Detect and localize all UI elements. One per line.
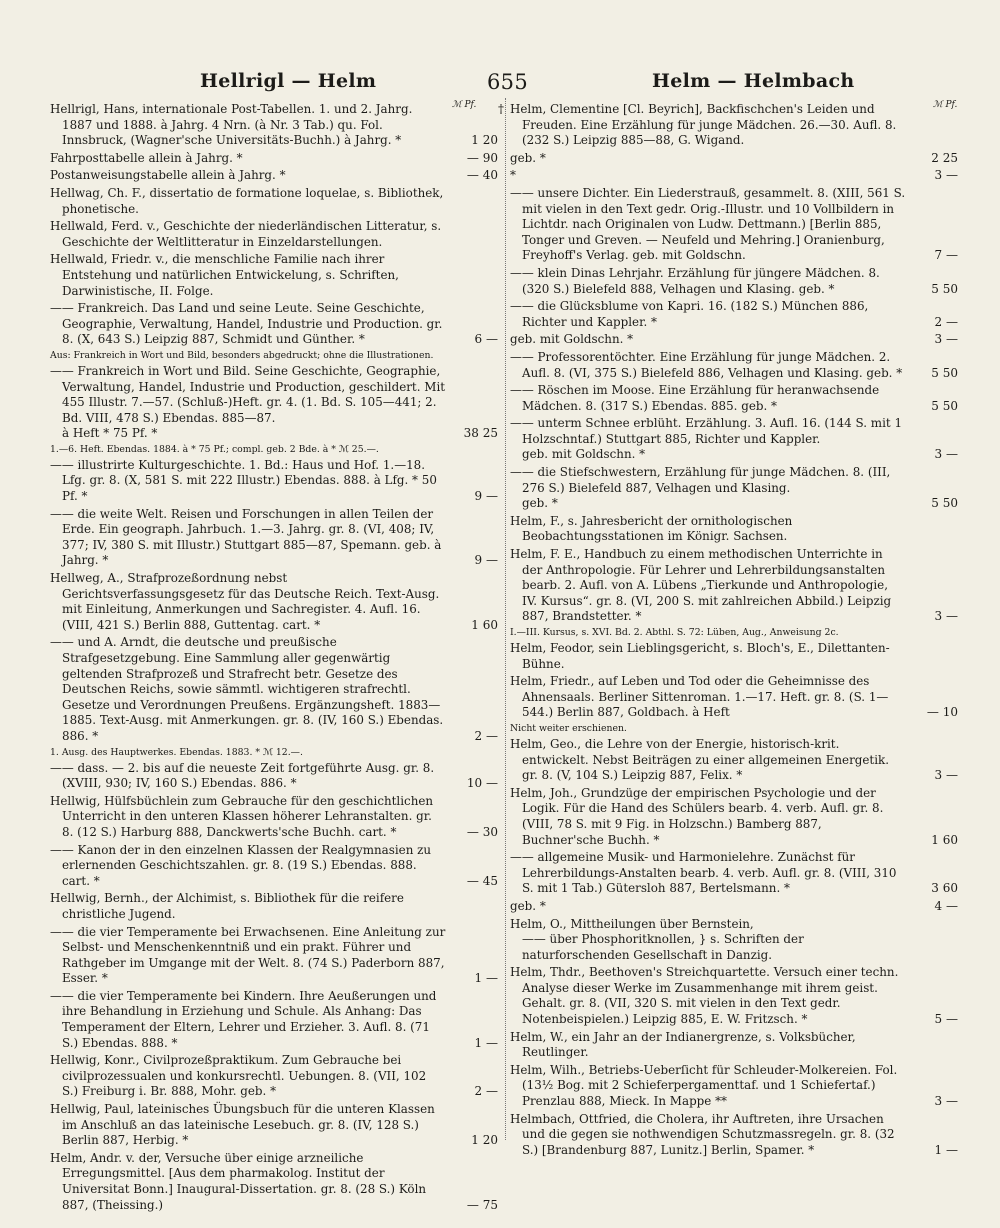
catalog-entry — [50, 925, 498, 987]
running-head-right: Helm — Helmbach — [652, 70, 855, 92]
entry-price: 3 — — [934, 332, 958, 347]
left-column — [50, 102, 498, 1215]
catalog-entry — [510, 850, 958, 897]
entry-price: 3 — — [934, 768, 958, 783]
catalog-entry — [510, 266, 958, 297]
catalog-entry — [50, 989, 498, 1051]
catalog-entry — [510, 737, 958, 784]
entry-price: 2 — — [934, 314, 958, 329]
entry-text: Helm, Clementine [Cl. Beyrich], Backfischchen's Leiden und Freuden. Eine Erzählung für junge Mädchen. 26.—30. Aufl. 8. (232 S.) Leipzig 885—88, G. Wigand. — [510, 102, 897, 148]
currency-unit-left: ℳ Pf. — [452, 100, 477, 110]
entry-price: — 75 — [466, 1197, 498, 1212]
catalog-entry — [510, 383, 958, 414]
entry-price: 1 60 — [471, 617, 498, 632]
entry-price: 9 — — [474, 489, 498, 504]
entry-text: Helm, Joh., Grundzüge der empirischen Psychologie und der Logik. Für die Hand des Schülers bearb. 4. verb. Aufl. gr. 8. (VIII, 78 S. mit 9 Fig. in Holzschn.) Bamberg 887, Buchner'sche Buchh. * — [510, 785, 884, 847]
entry-price: 5 50 — [931, 496, 958, 511]
entry-price: 1 20 — [471, 1133, 498, 1148]
entry-text: Helm, Feodor, sein Lieblingsgericht, s. Bloch's, E., Dilettanten-Bühne. — [510, 641, 890, 671]
catalog-entry — [510, 151, 958, 167]
entry-price: — 90 — [466, 150, 498, 165]
catalog-entry — [50, 507, 498, 569]
entry-price: — 45 — [466, 873, 498, 888]
entry-text: —— Kanon der in den einzelnen Klassen der Realgymnasien zu erlernenden Geschichtszahlen. gr. 8. (19 S.) Ebendas. 888. cart. * — [50, 842, 432, 888]
entry-price: 5 50 — [931, 365, 958, 380]
entry-note — [50, 444, 498, 456]
entry-text: Hellwig, Konr., Civilprozeßpraktikum. Zum Gebrauche bei civilprozessualen und konkursrechtl. Uebungen. 8. (VII, 102 S.) Freiburg i. Br. 888, Mohr. geb. * — [50, 1053, 427, 1099]
entry-text: Helm, F. E., Handbuch zu einem methodischen Unterrichte in der Anthropologie. Für Lehrer und Lehrerbildungsanstalten bearb. 2. Aufl. von A. Lübens „Tierkunde und Anthropologie, IV. Kursus“. gr. 8. (VI, 200 S. mit zahlreichen Abbild.) Leipzig 887, Brandstetter. * — [510, 547, 892, 624]
entry-price: 2 — — [474, 1084, 498, 1099]
catalog-entry — [510, 899, 958, 915]
entry-text: —— Frankreich in Wort und Bild. Seine Geschichte, Geographie, Verwaltung, Handel, Industrie und Production, geschildert. Mit 455 Illustr. 7.—57. (Schluß-)Heft. gr. 4. (1. Bd. S. 105—441; 2. Bd. VIII, 478 S.) Ebendas. 885—87. à Heft * 75 Pf. * — [50, 363, 446, 441]
catalog-entry — [50, 635, 498, 744]
entry-text: Hellwig, Bernh., der Alchimist, s. Bibliothek für die reifere christliche Jugend. — [50, 891, 404, 921]
catalog-entry — [510, 674, 958, 721]
entry-text: —— klein Dinas Lehrjahr. Erzählung für jüngere Mädchen. 8. (320 S.) Bielefeld 888, Velhagen und Klasing. geb. * — [510, 265, 880, 296]
entry-text: geb. * — [510, 150, 546, 165]
entry-note-text: Aus: Frankreich in Wort und Bild, besonders abgedruckt; ohne die Illustrationen. — [50, 349, 434, 361]
catalog-entry — [50, 1053, 498, 1100]
column-divider — [505, 98, 507, 1140]
entry-price: 1 — — [934, 1142, 958, 1157]
catalog-entry — [50, 151, 498, 167]
entry-note-text: 1. Ausg. des Hauptwerkes. Ebendas. 1883. * ℳ 12.—. — [50, 746, 303, 758]
entry-text: Helm, Friedr., auf Leben und Tod oder die Geheimnisse des Ahnensaals. Berliner Sittenroman. 1.—17. Heft. gr. 8. (S. 1—544.) Berlin 887, Goldbach. à Heft — [510, 674, 889, 720]
dagger-mark: † — [498, 102, 504, 116]
catalog-entry — [50, 1151, 498, 1213]
catalog-entry — [50, 458, 498, 505]
entry-text: Helm, Andr. v. der, Versuche über einige arzneiliche Erregungsmittel. [Aus dem pharmakolog. Institut der Universitat Bonn.] Inaugural-Dissertation. gr. 8. (28 S.) Köln 887, (Theissing.) — [50, 1150, 427, 1212]
catalog-entry — [50, 1102, 498, 1149]
entry-text: —— und A. Arndt, die deutsche und preußische Strafgesetzgebung. Eine Sammlung aller gegenwärtig geltenden Strafprozeß und Strafrecht betr. Gesetze des Deutschen Reichs, sowie sämmtl. wichtigeren strafrechtl. Gesetze und Verordnungen Preußens. Ergänzungsheft. 1883—1885. Text-Ausg. mit Anmerkungen. gr. 8. (IV, 160 S.) Ebendas. 886. * — [50, 635, 444, 743]
entry-note-text: I.—III. Kursus, s. XVI. Bd. 2. Abthl. S. 72: Lüben, Aug., Anweisung 2c. — [510, 627, 839, 638]
catalog-entry — [510, 416, 958, 463]
entry-text: —— unsere Dichter. Ein Liederstrauß, gesammelt. 8. (XIII, 561 S. mit vielen in den Text gedr. Orig.-Illustr. und 10 Vollbildern in Lichtdr. nach Originalen von Ludw. Dettmann.) [Berlin 885, Tonger und Greven. — Neufeld und Mehring.] Oranienburg, Freyhoff's Verlag. geb. mit Goldschn. — [510, 185, 906, 263]
entry-price: 1 — — [474, 971, 498, 986]
currency-unit-right: ℳ Pf. — [933, 100, 958, 110]
entry-text: Hellweg, A., Strafprozeßordnung nebst Gerichtsverfassungsgesetz für das Deutsche Reich. Text-Ausg. mit Einleitung, Anmerkungen und Sachregister. 4. Aufl. 16. (VIII, 421 S.) Berlin 888, Guttentag. cart. * — [50, 571, 440, 632]
entry-text: Helm, F., s. Jahresbericht der ornithologischen Beobachtungsstationen im Königr. Sachsen. — [510, 513, 793, 544]
catalog-entry — [510, 786, 958, 848]
entry-price: 4 — — [934, 898, 958, 913]
catalog-entry — [498, 102, 958, 149]
entry-price: 2 25 — [931, 150, 958, 165]
entry-price: 5 — — [934, 1012, 958, 1027]
catalog-entry — [510, 547, 958, 625]
entry-text: —— illustrirte Kulturgeschichte. 1. Bd.: Haus und Hof. 1.—18. Lfg. gr. 8. (X, 581 S. mit 222 Illustr.) Ebendas. 888. à Lfg. * 50 Pf. * — [50, 457, 437, 504]
entry-text: Hellwald, Friedr. v., die menschliche Familie nach ihrer Entstehung und natürlichen Entwickelung, s. Schriften, Darwinistische, II. Folge. — [50, 252, 399, 298]
catalog-entry — [510, 465, 958, 512]
catalog-entry — [510, 965, 958, 1027]
catalog-entry — [510, 1063, 958, 1110]
entry-text: Hellwig, Paul, lateinisches Übungsbuch für die unteren Klassen im Anschluß an das lateinische Lesebuch. gr. 8. (IV, 128 S.) Berlin 887, Herbig. * — [50, 1102, 435, 1148]
entry-text: Hellwag, Ch. F., dissertatio de formatione loquelae, s. Bibliothek, phonetische. — [50, 185, 444, 216]
entry-text: —— die vier Temperamente bei Kindern. Ihre Aeußerungen und ihre Behandlung in Erziehung und Schule. Als Anhang: Das Temperament der Eltern, Lehrer und Erzieher. 3. Aufl. 8. (71 S.) Ebendas. 888. * — [50, 988, 437, 1050]
entry-note-text: 1.—6. Heft. Ebendas. 1884. à * 75 Pf.; compl. geb. 2 Bde. à * ℳ 25.—. — [50, 443, 379, 455]
catalog-entry — [510, 917, 958, 964]
catalog-entry — [50, 843, 498, 890]
entry-text: Helm, O., Mittheilungen über Bernstein, —— über Phosphoritknollen, } s. Schriften der naturforschenden Gesellschaft in Danzig. — [510, 916, 804, 962]
catalog-entry — [50, 219, 498, 250]
entry-price: 10 — — [466, 776, 498, 791]
entry-text: —— die Glücksblume von Kapri. 16. (182 S.) München 886, Richter und Kappler. * — [510, 299, 869, 329]
entry-price: 1 — — [474, 1035, 498, 1050]
entry-price: — 10 — [926, 705, 958, 720]
running-head-left: Hellrigl — Helm — [200, 70, 377, 92]
entry-note-text: Nicht weiter erschienen. — [510, 722, 627, 734]
entry-price: 7 — — [934, 248, 958, 263]
catalog-entry — [510, 641, 958, 672]
right-column — [498, 102, 958, 1160]
entry-text: —— dass. — 2. bis auf die neueste Zeit fortgeführte Ausg. gr. 8. (XVIII, 930; IV, 160 S.) Ebendas. 886. * — [50, 760, 435, 791]
entry-text: Fahrposttabelle allein à Jahrg. * — [50, 150, 243, 165]
catalog-entry — [50, 571, 498, 633]
entry-text: —— Professorentöchter. Eine Erzählung für junge Mädchen. 2. Aufl. 8. (VI, 375 S.) Bielefeld 886, Velhagen und Klasing. geb. * — [510, 349, 903, 380]
catalog-entry — [50, 102, 498, 149]
entry-text: Hellwig, Hülfsbüchlein zum Gebrauche für den geschichtlichen Unterricht in den unteren Klassen höherer Lehranstalten. gr. 8. (12 S.) Harburg 888, Danckwerts'sche Buchh. cart. * — [50, 793, 434, 839]
entry-price: 3 — — [934, 609, 958, 624]
entry-text: —— allgemeine Musik- und Harmonielehre. Zunächst für Lehrerbildungs-Anstalten bearb. 4. verb. Aufl. gr. 8. (VIII, 310 S. mit 1 Tab.) Gütersloh 887, Bertelsmann. * — [510, 850, 897, 896]
entry-text: Helm, Thdr., Beethoven's Streichquartette. Versuch einer techn. Analyse dieser Werke im Zusammenhange mit ihrem geist. Gehalt. gr. 8. (VII, 320 S. mit vielen in den Text gedr. Notenbeispielen.) Leipzig 885, E. W. Fritzsch. * — [510, 965, 899, 1027]
catalog-entry — [50, 186, 498, 217]
entry-text: —— die weite Welt. Reisen und Forschungen in allen Teilen der Erde. Ein geograph. Jahrbuch. 1.—3. Jahrg. gr. 8. (VI, 408; IV, 377; IV, 380 S. mit Illustr.) Stuttgart 885—87, Spemann. geb. à Jahrg. * — [50, 506, 442, 568]
catalog-entry — [50, 364, 498, 442]
entry-price: 3 — — [934, 1094, 958, 1109]
entry-price: 38 25 — [463, 426, 498, 441]
entry-price: 3 — — [934, 447, 958, 462]
entry-note — [50, 747, 498, 759]
entry-price: — 40 — [466, 168, 498, 183]
entry-price: 1 20 — [471, 133, 498, 148]
entry-text: Helmbach, Ottfried, die Cholera, ihr Auftreten, ihre Ursachen und die gegen sie nothwendigen Schutzmassregeln. gr. 8. (32 S.) [Brandenburg 887, Lunitz.] Berlin, Spamer. * — [510, 1111, 895, 1157]
entry-text: geb. mit Goldschn. * — [510, 332, 634, 347]
catalog-entry — [50, 252, 498, 299]
entry-note — [510, 723, 958, 735]
entry-text: Hellwald, Ferd. v., Geschichte der niederländischen Litteratur, s. Geschichte der Weltlitteratur in Einzeldarstellungen. — [50, 219, 442, 249]
entry-text: —— Frankreich. Das Land und seine Leute. Seine Geschichte, Geographie, Verwaltung, Handel, Industrie und Production. gr. 8. (X, 643 S.) Leipzig 887, Schmidt und Günther. * — [50, 301, 443, 347]
catalog-entry — [510, 1112, 958, 1159]
catalog-entry — [510, 514, 958, 545]
catalog-entry — [510, 186, 958, 264]
catalog-entry — [50, 891, 498, 922]
catalog-entry — [50, 301, 498, 348]
entry-price: 1 60 — [931, 832, 958, 847]
entry-text: Helm, Wilh., Betriebs-Ueberſicht für Schleuder-Molkereien. Fol. (13½ Bog. mit 2 Schieferpergamenttaf. und 1 Schiefertaf.) Prenzlau 888, Mieck. In Mappe ** — [510, 1062, 898, 1109]
entry-text: Helm, W., ein Jahr an der Indianergrenze, s. Volksbücher, Reutlinger. — [510, 1029, 856, 1060]
entry-price: 6 — — [474, 332, 498, 347]
catalog-entry — [510, 332, 958, 348]
entry-text: —— unterm Schnee erblüht. Erzählung. 3. Aufl. 16. (144 S. mit 1 Holzschntaf.) Stuttgart 885, Richter und Kappler. geb. mit Goldschn. * — [510, 416, 903, 462]
page-number: 655 — [487, 70, 528, 94]
catalog-entry — [50, 794, 498, 841]
entry-text: —— die vier Temperamente bei Erwachsenen. Eine Anleitung zur Selbst- und Menschenkenntniß und ein prakt. Führer und Rathgeber im Umgange mit der Welt. 8. (74 S.) Paderborn 887, Esser. * — [50, 924, 446, 986]
entry-text: Helm, Geo., die Lehre von der Energie, historisch-krit. entwickelt. Nebst Beiträgen zu einer allgemeinen Energetik. gr. 8. (V, 104 S.) Leipzig 887, Felix. * — [510, 736, 889, 783]
entry-price: 2 — — [474, 728, 498, 743]
entry-note — [510, 627, 958, 639]
entry-note — [50, 350, 498, 362]
catalog-entry — [50, 168, 498, 184]
entry-text: Hellrigl, Hans, internationale Post-Tabellen. 1. und 2. Jahrg. 1887 und 1888. à Jahrg. 4 Nrn. (à Nr. 3 Tab.) qu. Fol. Innsbruck, (Wagner'sche Universitäts-Buchh.) à Jahrg. * — [50, 102, 413, 148]
entry-price: 3 60 — [931, 881, 958, 896]
catalog-entry — [510, 168, 958, 184]
entry-price: — 30 — [466, 824, 498, 839]
catalog-entry — [510, 1030, 958, 1061]
entry-price: 5 50 — [931, 398, 958, 413]
entry-text: Postanweisungstabelle allein à Jahrg. * — [50, 168, 286, 183]
catalog-entry — [510, 350, 958, 381]
entry-price: 9 — — [474, 553, 498, 568]
entry-text: geb. * — [510, 898, 546, 913]
catalog-entry — [50, 761, 498, 792]
entry-price: 5 50 — [931, 281, 958, 296]
entry-price: 3 — — [934, 168, 958, 183]
catalog-entry — [510, 299, 958, 330]
entry-text: * — [510, 168, 516, 183]
entry-text: —— die Stiefschwestern, Erzählung für junge Mädchen. 8. (III, 276 S.) Bielefeld 887, Velhagen und Klasing. geb. * — [510, 465, 891, 511]
entry-text: —— Röschen im Moose. Eine Erzählung für heranwachsende Mädchen. 8. (317 S.) Ebendas. 885. geb. * — [510, 383, 880, 413]
